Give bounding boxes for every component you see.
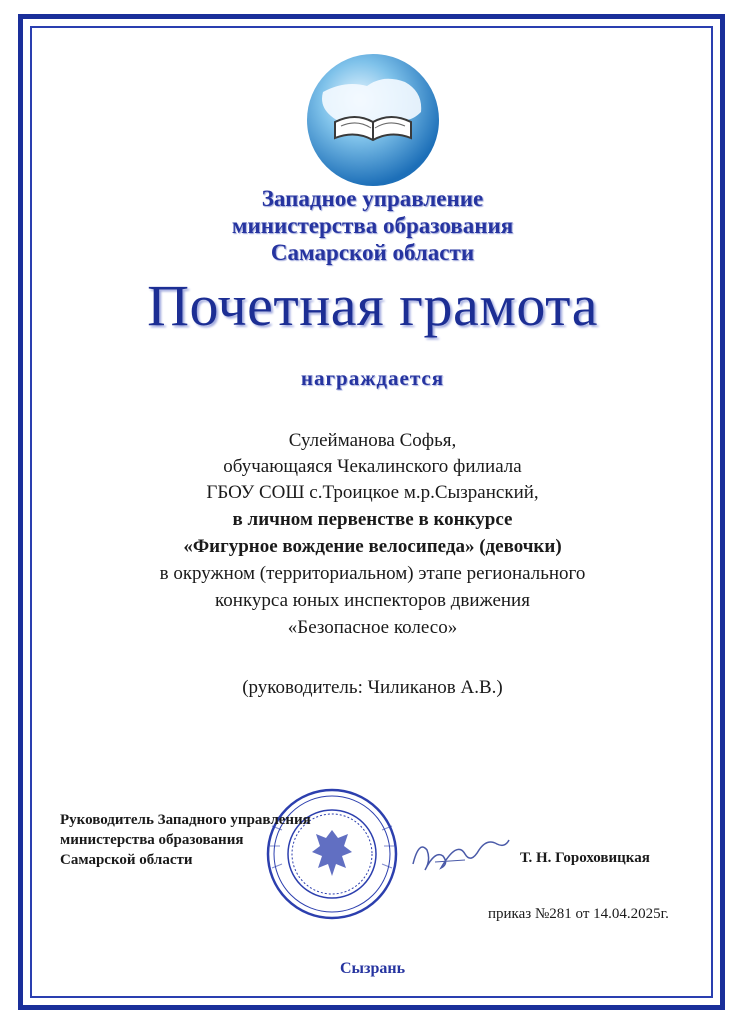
issuer-line-3: Самарской области (270, 240, 475, 265)
order-from: от (575, 906, 590, 922)
contest-line: «Фигурное вождение велосипеда» (девочки) (183, 536, 562, 557)
signatory-title-line-1: Руководитель Западного управления (60, 812, 311, 828)
order-prefix: приказ № (488, 906, 550, 922)
signatory-title-line-2: министерства образования (60, 832, 244, 848)
signatory-title-line-3: Самарской области (60, 852, 193, 868)
city-name: Сызрань (339, 960, 406, 977)
recipient-name: Сулейманова Софья, (288, 430, 457, 451)
order-date: 14.04.2025г. (593, 906, 669, 922)
issuer-line-2: министерства образования (231, 213, 514, 238)
student-of-line: обучающаяся Чекалинского филиала (223, 456, 522, 477)
order-reference (488, 906, 669, 923)
issuer-line-1: Западное управление (261, 186, 484, 211)
placement-line: в личном первенстве в конкурсе (232, 509, 513, 530)
order-number: 281 (549, 906, 572, 922)
official-seal-icon (252, 786, 412, 922)
program-line: конкурса юных инспекторов движения (215, 590, 530, 611)
award-word: награждается (300, 366, 445, 390)
certificate-title: Почетная грамота (147, 273, 598, 338)
program-name-line: «Безопасное колесо» (287, 617, 458, 638)
school-line: ГБОУ СОШ с.Троицкое м.р.Сызранский, (206, 482, 539, 503)
stage-line: в окружном (территориальном) этапе регионального (159, 563, 586, 584)
handwritten-signature-icon (405, 820, 515, 880)
globe-book-emblem-icon (305, 52, 441, 188)
signatory-name: Т. Н. Гороховицкая (520, 850, 650, 866)
supervisor-line: (руководитель: Чиликанов А.В.) (242, 677, 503, 698)
